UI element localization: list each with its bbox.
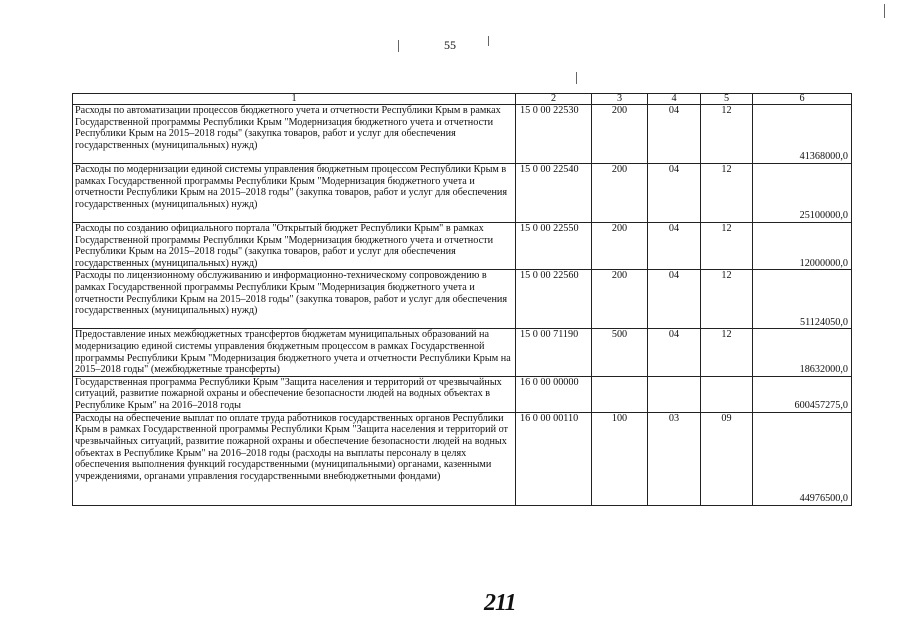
section-code [648, 376, 701, 412]
subsection-code [701, 376, 753, 412]
column-header: 5 [701, 94, 753, 105]
expense-name: Расходы по модернизации единой системы управления бюджетным процессом Республики Крым в рамках Государственной программы Республики Крым "Модернизация бюджетного учета и отчетности Республики Крым на 2015–2018 годы" (закупка товаров, работ и услуг для обеспечения государственных (муниципальных) нужд) [73, 164, 516, 223]
amount: 44976500,0 [753, 412, 852, 505]
table-row [73, 329, 852, 376]
amount: 12000000,0 [753, 223, 852, 270]
expense-type-code [592, 376, 648, 412]
budget-table [72, 93, 852, 506]
scan-mark [884, 4, 885, 18]
expense-type-code: 200 [592, 270, 648, 329]
expense-type-code: 500 [592, 329, 648, 376]
scan-mark [576, 72, 577, 84]
budget-code: 15 0 00 71190 [516, 329, 592, 376]
expense-name: Расходы по автоматизации процессов бюджетного учета и отчетности Республики Крым в рамках Государственной программы Республики Крым "Модернизация бюджетного учета и отчетности Республики Крым на 2015–2018 годы" (закупка товаров, работ и услуг для обеспечения государственных (муниципальных) нужд) [73, 105, 516, 164]
column-header: 4 [648, 94, 701, 105]
expense-name: Государственная программа Республики Крым "Защита населения и территорий от чрезвычайных ситуаций, развитие пожарной охраны и обеспечение безопасности людей на водных объектах в Республике Крым" на 2016–2018 годы [73, 376, 516, 412]
column-header: 2 [516, 94, 592, 105]
budget-code: 16 0 00 00000 [516, 376, 592, 412]
budget-code: 15 0 00 22560 [516, 270, 592, 329]
table-row [73, 412, 852, 505]
section-code: 04 [648, 270, 701, 329]
expense-type-code: 200 [592, 223, 648, 270]
section-code: 04 [648, 329, 701, 376]
subsection-code: 12 [701, 164, 753, 223]
budget-code: 15 0 00 22530 [516, 105, 592, 164]
table-row [73, 164, 852, 223]
table-header-row [73, 94, 852, 105]
handwritten-page-note: 211 [484, 590, 516, 616]
expense-name: Расходы по лицензионному обслуживанию и информационно-техническому сопровождению в рамках Государственной программы Республики Крым "Модернизация бюджетного учета и отчетности Республики Крым на 2015–2018 годы" (закупка товаров, работ и услуг для обеспечения государственных (муниципальных) нужд) [73, 270, 516, 329]
amount: 41368000,0 [753, 105, 852, 164]
column-header: 6 [753, 94, 852, 105]
expense-type-code: 100 [592, 412, 648, 505]
table-row [73, 105, 852, 164]
subsection-code: 09 [701, 412, 753, 505]
budget-code: 15 0 00 22540 [516, 164, 592, 223]
expense-name: Расходы на обеспечение выплат по оплате труда работников государственных органов Республики Крым в рамках Государственной программы Республики Крым "Защита населения и территорий от чрезвычайных ситуаций, развитие пожарной охраны и обеспечение безопасности людей на водных объектах в Республике Крым" на 2016–2018 годы (расходы на выплаты персоналу в целях обеспечения выполнения функций государственными (муниципальными) органами, казенными учреждениями, органами управления государственными внебюджетными фондами) [73, 412, 516, 505]
table-row [73, 270, 852, 329]
column-header: 1 [73, 94, 516, 105]
budget-code: 15 0 00 22550 [516, 223, 592, 270]
table-row [73, 376, 852, 412]
budget-code: 16 0 00 00110 [516, 412, 592, 505]
amount: 600457275,0 [753, 376, 852, 412]
subsection-code: 12 [701, 105, 753, 164]
section-code: 04 [648, 164, 701, 223]
section-code: 04 [648, 223, 701, 270]
expense-type-code: 200 [592, 164, 648, 223]
subsection-code: 12 [701, 329, 753, 376]
column-header: 3 [592, 94, 648, 105]
section-code: 03 [648, 412, 701, 505]
expense-name: Предоставление иных межбюджетных трансфертов бюджетам муниципальных образований на модернизацию единой системы управления бюджетным процессом в рамках Государственной программы Республики Крым "Модернизация бюджетного учета и отчетности Республики Крым на 2015–2018 годы" (межбюджетные трансферты) [73, 329, 516, 376]
expense-name: Расходы по созданию официального портала "Открытый бюджет Республики Крым" в рамках Государственной программы Республики Крым "Модернизация бюджетного учета и отчетности Республики Крым на 2015–2018 годы" (закупка товаров, работ и услуг для обеспечения государственных (муниципальных) нужд) [73, 223, 516, 270]
subsection-code: 12 [701, 270, 753, 329]
page-number: 55 [444, 38, 456, 52]
amount: 18632000,0 [753, 329, 852, 376]
scan-mark [398, 40, 399, 52]
amount: 25100000,0 [753, 164, 852, 223]
scan-mark [488, 36, 489, 46]
expense-type-code: 200 [592, 105, 648, 164]
subsection-code: 12 [701, 223, 753, 270]
section-code: 04 [648, 105, 701, 164]
amount: 51124050,0 [753, 270, 852, 329]
table-row [73, 223, 852, 270]
